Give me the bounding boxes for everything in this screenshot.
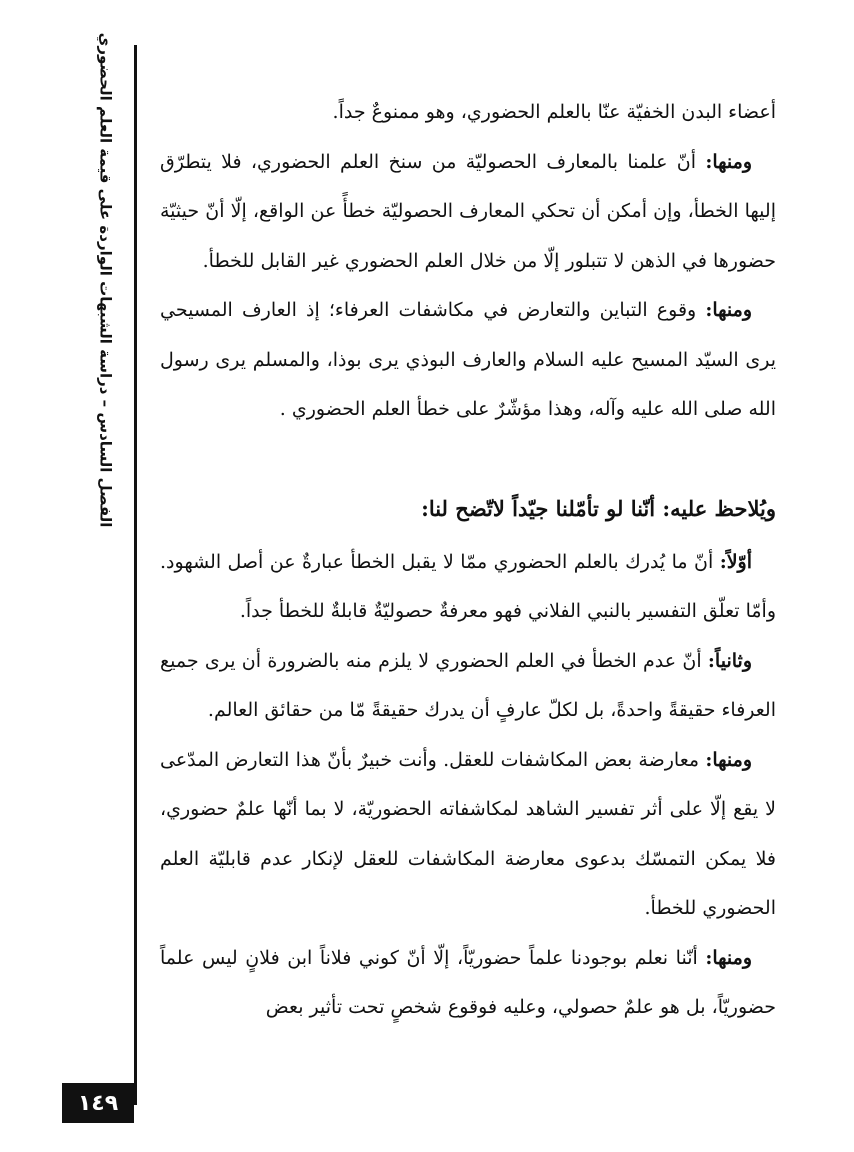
page-number: ١٤٩: [62, 1083, 134, 1123]
paragraph-3: ومنها: وقوع التباين والتعارض في مكاشفات العرفاء؛ إذ العارف المسيحي يرى السيّد المسيح عليه السلام والعارف البوذي يرى بوذا، والمسلم يرى رسول الله صلى الله عليه وآله، وهذا مؤشّرٌ على خطأ العلم الحضوري .: [160, 299, 776, 420]
paragraph-4: أوّلاً: أنّ ما يُدرك بالعلم الحضوري ممّا لا يقبل الخطأ عبارةٌ عن أصل الشهود. وأمّا تعلّق التفسير بالنبي الفلاني فهو معرفةٌ حصوليّةٌ قابلةٌ للخطأ جداً.: [160, 550, 776, 622]
paragraph-2: ومنها: أنّ علمنا بالمعارف الحصوليّة من سنخ العلم الحضوري، فلا يتطرّق إليها الخطأ، وإن أمكن أن تحكي المعارف الحصوليّة خطأً عن الواقع، إلّا أنّ حيثيّة حضورها في الذهن لا تتبلور إلّا من خلال العلم الحضوري غير القابل للخطأ.: [160, 150, 776, 272]
section-heading: ويُلاحظ عليه: أنّنا لو تأمّلنا جيّداً لاتّضح لنا:: [421, 495, 776, 521]
running-header: [85, 32, 125, 528]
paragraph-1: أعضاء البدن الخفيّة عنّا بالعلم الحضوري، وهو ممنوعٌ جداً.: [332, 101, 776, 123]
margin-rule: [134, 45, 137, 1105]
page-body: [160, 88, 776, 1033]
paragraph-6: ومنها: معارضة بعض المكاشفات للعقل. وأنت خبيرٌ بأنّ هذا التعارض المدّعى لا يقع إلّا على أثر تفسير الشاهد لمكاشفاته الحضوريّة، لا بما أنّها علمٌ حضوري، فلا يمكن التمسّك بدعوى معارضة المكاشفات للعقل لإنكار عدم قابليّة العلم الحضوري للخطأ.: [160, 748, 776, 919]
paragraph-5: وثانياً: أنّ عدم الخطأ في العلم الحضوري لا يلزم منه بالضرورة أن يرى جميع العرفاء حقيقةً واحدةً، بل لكلّ عارفٍ أن يدرك حقيقةً مّا من حقائق العالم.: [160, 649, 776, 721]
paragraph-7: ومنها: أنّنا نعلم بوجودنا علماً حضوريّاً، إلّا أنّ كوني فلاناً ابن فلانٍ ليس علماً حضوريّاً، بل هو علمٌ حصولي، وعليه فوقوع شخصٍ تحت تأثير بعض: [160, 946, 776, 1018]
chapter-title: الفصل السادس – دراسة الشبهات الواردة على قيمة العلم الحضوري: [95, 32, 114, 528]
